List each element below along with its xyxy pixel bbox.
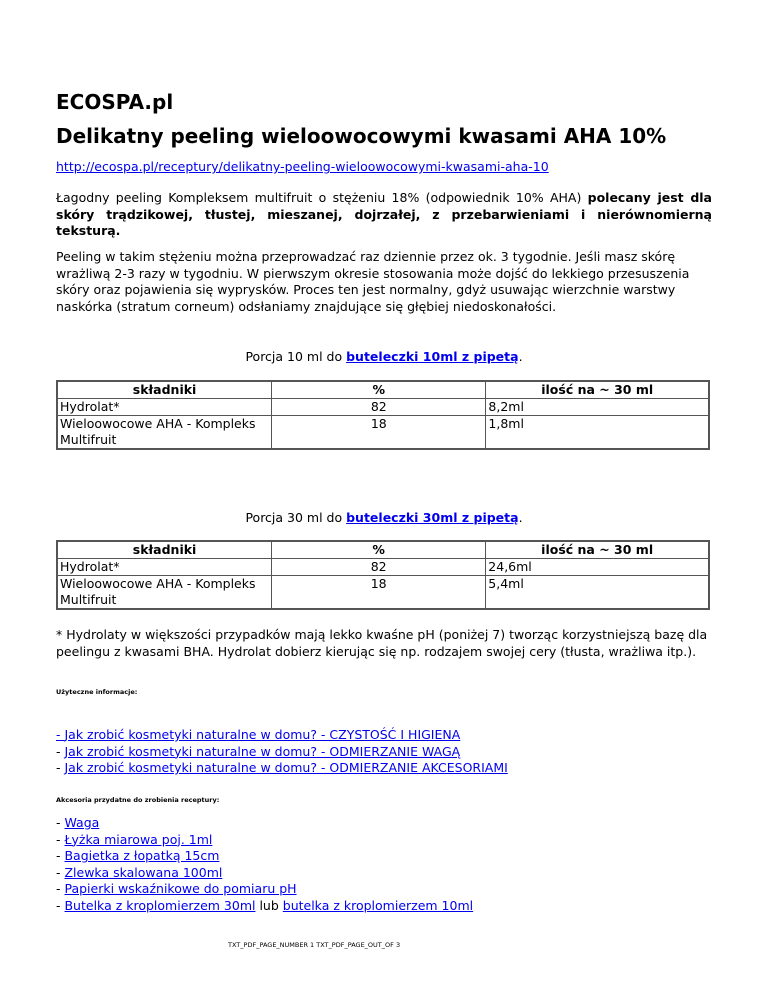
list-item bbox=[56, 848, 473, 865]
list-item bbox=[56, 815, 473, 832]
article-title: Delikatny peeling wieloowocowymi kwasami AHA 10% bbox=[56, 124, 667, 148]
list-dash: - bbox=[56, 831, 65, 847]
table-row bbox=[57, 399, 709, 416]
column-header-amount: ilość na ~ 30 ml bbox=[486, 541, 709, 559]
list-dash: - bbox=[56, 848, 65, 863]
amount-cell: 8,2ml bbox=[486, 399, 709, 416]
useful-link-accessories[interactable]: Jak zrobić kosmetyki naturalne w domu? - ODMIERZANIE AKCESORIAMI bbox=[64, 760, 508, 775]
percent-cell: 82 bbox=[272, 399, 486, 416]
accessories-list bbox=[56, 815, 473, 914]
useful-info-heading: Użyteczne informacje: bbox=[56, 688, 138, 696]
percent-cell: 82 bbox=[272, 559, 486, 576]
table-row bbox=[57, 559, 709, 576]
column-header-ingredients: składniki bbox=[57, 381, 272, 399]
portion1-table bbox=[56, 380, 710, 450]
portion1-bottle-link[interactable]: buteleczki 10ml z pipetą bbox=[346, 349, 519, 364]
list-item bbox=[56, 744, 508, 761]
list-dash: - bbox=[56, 815, 65, 830]
list-dash: - bbox=[56, 897, 65, 913]
column-header-ingredients: składniki bbox=[57, 541, 272, 559]
list-dash: - bbox=[56, 760, 65, 775]
percent-cell: 18 bbox=[272, 416, 486, 450]
accessories-heading: Akcesoria przydatne do zrobienia receptury: bbox=[56, 796, 220, 804]
table-row bbox=[57, 576, 709, 610]
table-row bbox=[57, 416, 709, 450]
accessory-link-ph-strips[interactable]: Papierki wskaźnikowe do pomiaru pH bbox=[64, 881, 297, 896]
portion2-prefix: Porcja 30 ml do bbox=[245, 510, 347, 525]
source-url-link[interactable]: http://ecospa.pl/receptury/delikatny-peeling-wieloowocowymi-kwasami-aha-10 bbox=[56, 159, 549, 174]
intro-paragraph bbox=[56, 190, 712, 240]
list-item bbox=[56, 865, 473, 882]
list-dash: - bbox=[56, 881, 65, 896]
portion1-suffix: . bbox=[518, 349, 523, 364]
list-item bbox=[56, 760, 508, 777]
accessory-link-beaker[interactable]: Zlewka skalowana 100ml bbox=[64, 864, 223, 880]
accessory-link-scale[interactable]: Waga bbox=[64, 815, 100, 830]
amount-cell: 5,4ml bbox=[486, 576, 709, 610]
ingredient-cell: Wieloowocowe AHA - Kompleks Multifruit bbox=[57, 416, 272, 450]
useful-link-weighing[interactable]: Jak zrobić kosmetyki naturalne w domu? - ODMIERZANIE WAGĄ bbox=[64, 743, 461, 759]
accessory-link-spoon[interactable]: Łyżka miarowa poj. 1ml bbox=[64, 831, 213, 847]
ingredient-cell: Hydrolat* bbox=[57, 399, 272, 416]
accessory-link-dropper-10ml[interactable]: butelka z kroplomierzem 10ml bbox=[282, 897, 474, 913]
column-header-percent: % bbox=[272, 381, 486, 399]
page-footer: TXT_PDF_PAGE_NUMBER 1 TXT_PDF_PAGE_OUT_OF 3 bbox=[228, 941, 401, 949]
portion2-caption bbox=[56, 510, 712, 525]
intro-bold-text: polecany jest dla skóry trądzikowej, tłustej, mieszanej, dojrzałej, z przebarwieniami i nierównomierną teksturą. bbox=[56, 190, 712, 238]
list-dash: - bbox=[56, 743, 65, 759]
or-text: lub bbox=[255, 897, 283, 913]
portion2-suffix: . bbox=[518, 510, 523, 525]
table-header-row bbox=[57, 381, 709, 399]
site-title: ECOSPA.pl bbox=[56, 90, 174, 114]
accessory-link-stirrer[interactable]: Bagietka z łopatką 15cm bbox=[64, 848, 220, 863]
portion2-bottle-link[interactable]: buteleczki 30ml z pipetą bbox=[346, 510, 519, 525]
accessory-link-dropper-30ml[interactable]: Butelka z kroplomierzem 30ml bbox=[64, 897, 256, 913]
hydrolat-note: * Hydrolaty w większości przypadków mają lekko kwaśne pH (poniżej 7) tworząc korzystniejszą bazę dla peelingu z kwasami BHA. Hydrolat dobierz kierując się np. rodzajem swojej cery (tłusta, wrażliwa itp.). bbox=[56, 627, 708, 659]
useful-link-hygiene[interactable]: - Jak zrobić kosmetyki naturalne w domu? - CZYSTOŚĆ I HIGIENA bbox=[56, 727, 461, 742]
list-dash: - bbox=[56, 864, 65, 880]
usage-paragraph: Peeling w takim stężeniu można przeprowadzać raz dziennie przez ok. 3 tygodnie. Jeśli masz skórę wrażliwą 2-3 razy w tygodniu. W pierwszym okresie stosowania może dojść do lekkiego przesuszenia skóry oraz pojawienia się wyprysków. Proces ten jest normalny, gdyż usuwając wierzchnie warstwy naskórka (stratum corneum) odsłaniamy znajdujące się głębiej niedoskonałości. bbox=[56, 249, 690, 314]
column-header-percent: % bbox=[272, 541, 486, 559]
list-item bbox=[56, 881, 473, 898]
percent-cell: 18 bbox=[272, 576, 486, 610]
list-item bbox=[56, 832, 473, 849]
portion2-table bbox=[56, 540, 710, 610]
portion1-prefix: Porcja 10 ml do bbox=[245, 349, 347, 364]
useful-links-list bbox=[56, 727, 508, 777]
ingredient-cell: Hydrolat* bbox=[57, 559, 272, 576]
list-item bbox=[56, 898, 473, 915]
table-header-row bbox=[57, 541, 709, 559]
ingredient-cell: Wieloowocowe AHA - Kompleks Multifruit bbox=[57, 576, 272, 610]
column-header-amount: ilość na ~ 30 ml bbox=[486, 381, 709, 399]
intro-text: Łagodny peeling Kompleksem multifruit o stężeniu 18% (odpowiednik 10% AHA) bbox=[56, 190, 588, 205]
amount-cell: 24,6ml bbox=[486, 559, 709, 576]
portion1-caption bbox=[56, 349, 712, 364]
amount-cell: 1,8ml bbox=[486, 416, 709, 450]
list-item bbox=[56, 727, 508, 744]
